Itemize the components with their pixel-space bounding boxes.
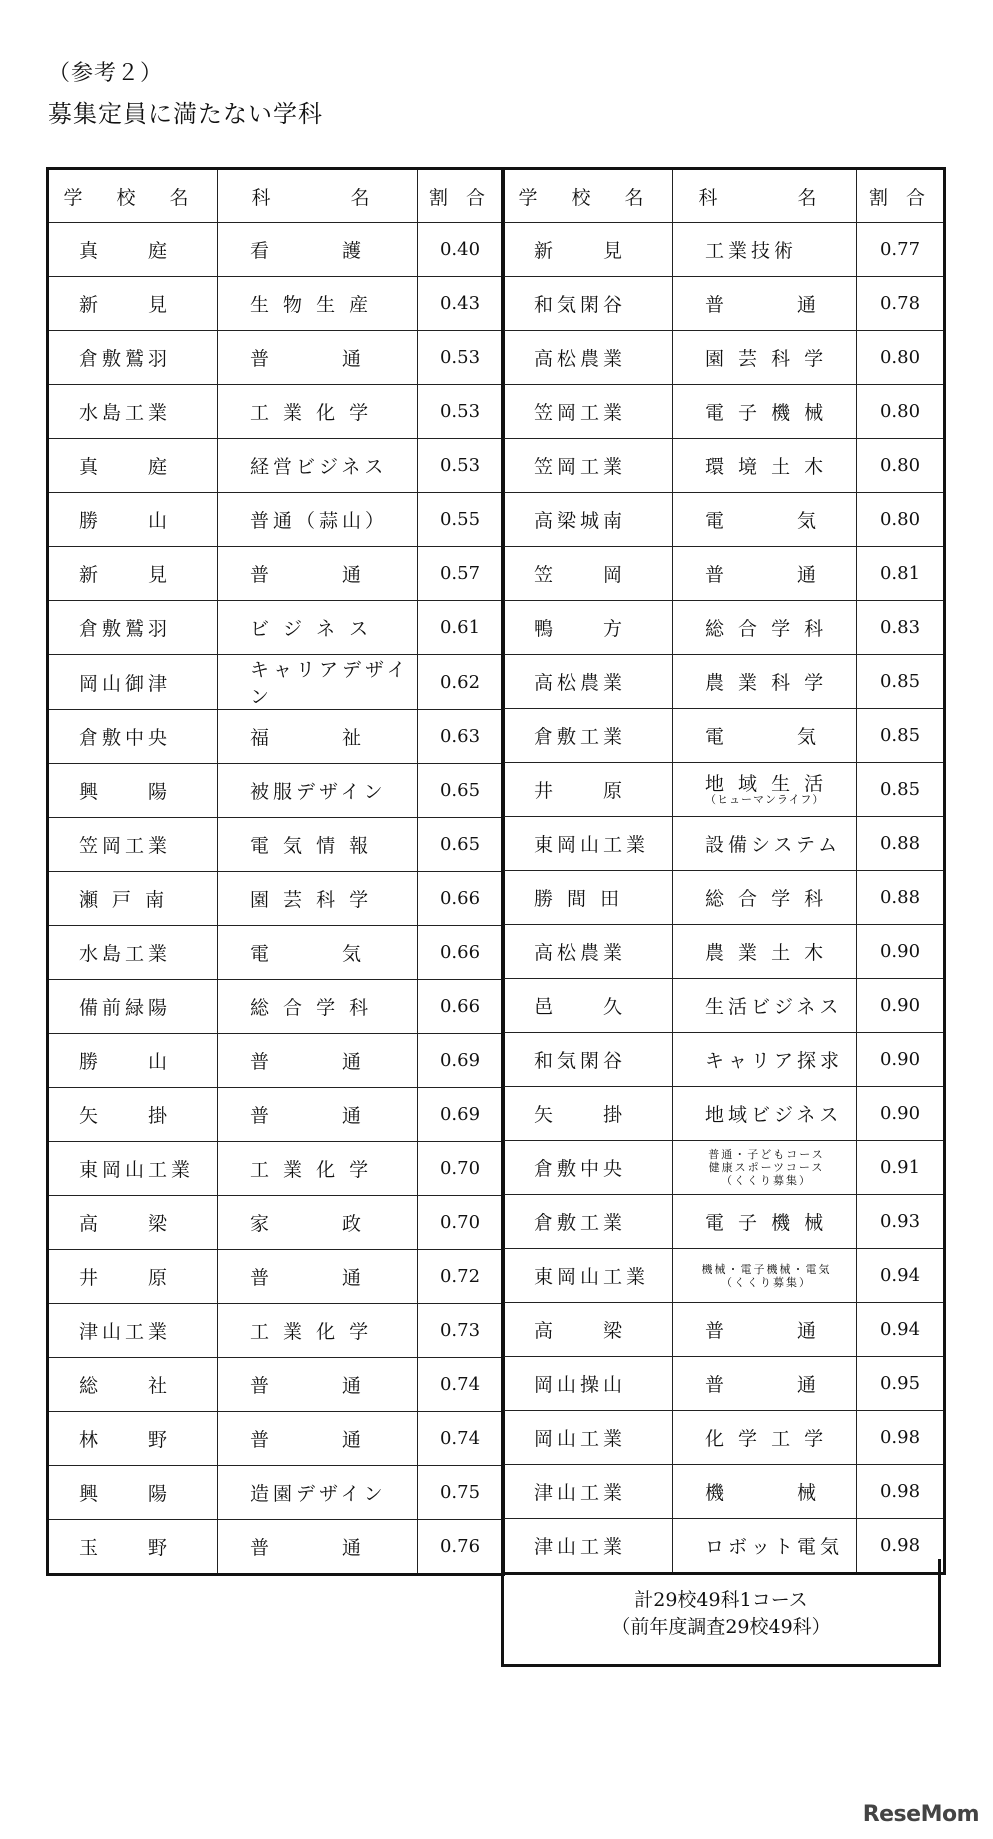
department-label: 機 械 <box>705 1482 821 1504</box>
ratio-value: 0.95 <box>857 1357 945 1411</box>
table-row <box>503 331 945 385</box>
school-name: 笠 岡 <box>503 547 673 601</box>
department-label: 普 通 <box>250 1105 366 1127</box>
department-label: キャリアデザイン <box>250 659 410 708</box>
department-name <box>218 1412 418 1466</box>
ratio-value: 0.43 <box>418 277 504 331</box>
school-name: 真 庭 <box>48 223 218 277</box>
department-label: 工業技術 <box>705 240 798 262</box>
department-label: 普 通 <box>705 1320 821 1342</box>
ratio-value: 0.70 <box>418 1142 504 1196</box>
school-name: 玉 野 <box>48 1520 218 1575</box>
department-label: 福 祉 <box>250 727 366 749</box>
department-name <box>673 1141 857 1195</box>
ratio-value: 0.70 <box>418 1196 504 1250</box>
department-name <box>218 764 418 818</box>
table-row <box>503 655 945 709</box>
column-header-dept: 科 名 <box>673 169 857 223</box>
table-row <box>48 1034 504 1088</box>
department-label: 普通（蒜山） <box>250 510 389 532</box>
department-label: 被服デザイン <box>250 781 387 803</box>
ratio-value: 0.63 <box>418 710 504 764</box>
school-name: 興 陽 <box>48 764 218 818</box>
department-label: 総 合 学 科 <box>705 888 828 910</box>
department-label: ロボット電気 <box>705 1536 844 1558</box>
department-label: 工 業 化 学 <box>250 402 373 424</box>
table-row <box>48 818 504 872</box>
department-name <box>218 1520 418 1575</box>
school-name: 東岡山工業 <box>48 1142 218 1196</box>
department-label: 普 通 <box>250 348 366 370</box>
department-label: 地 域 生 活 <box>705 772 828 795</box>
department-name <box>673 223 857 277</box>
ratio-value: 0.74 <box>418 1412 504 1466</box>
school-name: 矢 掛 <box>48 1088 218 1142</box>
table-row <box>48 1358 504 1412</box>
ratio-value: 0.90 <box>857 1087 945 1141</box>
department-name <box>673 1033 857 1087</box>
table-row <box>48 601 504 655</box>
department-name <box>218 926 418 980</box>
school-name: 笠岡工業 <box>503 439 673 493</box>
school-name: 林 野 <box>48 1412 218 1466</box>
department-name <box>218 818 418 872</box>
school-name: 水島工業 <box>48 385 218 439</box>
ratio-value: 0.77 <box>857 223 945 277</box>
table-row <box>48 1196 504 1250</box>
school-name: 高松農業 <box>503 655 673 709</box>
ratio-value: 0.65 <box>418 818 504 872</box>
table-row <box>48 439 504 493</box>
column-header-ratio: 割 合 <box>418 169 504 223</box>
department-label: 電 気 <box>705 510 821 532</box>
school-name: 新 見 <box>48 547 218 601</box>
table-row <box>48 764 504 818</box>
document-title: 募集定員に満たない学科 <box>48 100 323 128</box>
left-header-row <box>48 169 504 223</box>
ratio-value: 0.53 <box>418 331 504 385</box>
column-header-school: 学 校 名 <box>503 169 673 223</box>
department-name <box>218 493 418 547</box>
department-name <box>218 1250 418 1304</box>
department-note: （ヒューマンライフ） <box>705 792 825 806</box>
school-name: 総 社 <box>48 1358 218 1412</box>
ratio-value: 0.90 <box>857 979 945 1033</box>
department-name <box>673 979 857 1033</box>
school-name: 岡山工業 <box>503 1411 673 1465</box>
department-name <box>673 817 857 871</box>
table-row <box>503 277 945 331</box>
department-name <box>673 1249 857 1303</box>
ratio-value: 0.57 <box>418 547 504 601</box>
department-line: 機械・電子機械・電気 <box>701 1262 832 1276</box>
department-name <box>673 763 857 817</box>
table-row <box>48 1250 504 1304</box>
ratio-value: 0.83 <box>857 601 945 655</box>
table-row <box>503 601 945 655</box>
department-name <box>673 331 857 385</box>
ratio-value: 0.78 <box>857 277 945 331</box>
department-name <box>673 1357 857 1411</box>
ratio-value: 0.66 <box>418 926 504 980</box>
school-name: 高松農業 <box>503 925 673 979</box>
department-label: 普 通 <box>705 294 821 316</box>
department-label: 普 通 <box>250 1537 366 1559</box>
table-row <box>503 1411 945 1465</box>
table-row <box>48 1520 504 1575</box>
school-name: 倉敷中央 <box>503 1141 673 1195</box>
ratio-value: 0.85 <box>857 709 945 763</box>
department-name <box>673 439 857 493</box>
table-row <box>48 710 504 764</box>
department-name <box>673 1411 857 1465</box>
ratio-value: 0.85 <box>857 655 945 709</box>
department-label: 生 物 生 産 <box>250 294 373 316</box>
department-name <box>673 601 857 655</box>
previous-year-count: （前年度調査29校49科） <box>611 1616 831 1638</box>
school-name: 備前緑陽 <box>48 980 218 1034</box>
department-name <box>673 1303 857 1357</box>
table-row <box>503 547 945 601</box>
department-name <box>218 710 418 764</box>
department-name <box>673 1087 857 1141</box>
school-name: 高松農業 <box>503 331 673 385</box>
table-row <box>503 439 945 493</box>
column-header-dept: 科 名 <box>218 169 418 223</box>
department-label: 工 業 化 学 <box>250 1321 373 1343</box>
department-name <box>218 331 418 385</box>
department-name <box>218 1358 418 1412</box>
school-name: 和気閑谷 <box>503 277 673 331</box>
table-row <box>48 926 504 980</box>
ratio-value: 0.75 <box>418 1466 504 1520</box>
school-name: 岡山御津 <box>48 655 218 710</box>
department-name <box>218 223 418 277</box>
department-label: 普 通 <box>250 1375 366 1397</box>
ratio-value: 0.66 <box>418 872 504 926</box>
department-label: 普 通 <box>705 1374 821 1396</box>
ratio-value: 0.61 <box>418 601 504 655</box>
department-name <box>673 925 857 979</box>
department-label: 電 子 機 械 <box>705 402 828 424</box>
department-label: 電 子 機 械 <box>705 1212 828 1234</box>
department-label: 普 通 <box>705 564 821 586</box>
ratio-value: 0.80 <box>857 331 945 385</box>
school-name: 東岡山工業 <box>503 1249 673 1303</box>
department-line: 普通・子どもコース <box>708 1148 825 1161</box>
table-row <box>48 223 504 277</box>
school-name: 津山工業 <box>503 1465 673 1519</box>
school-name: 倉敷工業 <box>503 1195 673 1249</box>
table-row <box>48 331 504 385</box>
department-name <box>673 277 857 331</box>
table-row <box>503 817 945 871</box>
table-row <box>503 1195 945 1249</box>
department-name <box>218 980 418 1034</box>
ratio-value: 0.98 <box>857 1465 945 1519</box>
department-name <box>673 655 857 709</box>
school-name: 興 陽 <box>48 1466 218 1520</box>
department-name <box>218 277 418 331</box>
department-name <box>218 872 418 926</box>
ratio-value: 0.53 <box>418 385 504 439</box>
ratio-value: 0.53 <box>418 439 504 493</box>
school-name: 津山工業 <box>48 1304 218 1358</box>
department-label: 農 業 科 学 <box>705 672 828 694</box>
ratio-value: 0.55 <box>418 493 504 547</box>
school-name: 高 梁 <box>503 1303 673 1357</box>
department-label: 電 気 情 報 <box>250 835 373 857</box>
table-row <box>503 493 945 547</box>
table-row <box>503 709 945 763</box>
department-label: 普 通 <box>250 1051 366 1073</box>
table-row <box>48 980 504 1034</box>
table-row <box>503 223 945 277</box>
table-row <box>503 1465 945 1519</box>
ratio-value: 0.98 <box>857 1411 945 1465</box>
school-name: 和気閑谷 <box>503 1033 673 1087</box>
school-name: 倉敷鷲羽 <box>48 331 218 385</box>
department-name <box>218 1034 418 1088</box>
department-label: 環 境 土 木 <box>705 456 828 478</box>
school-name: 高梁城南 <box>503 493 673 547</box>
department-name <box>218 385 418 439</box>
table-row <box>48 1304 504 1358</box>
ratio-value: 0.80 <box>857 385 945 439</box>
ratio-value: 0.90 <box>857 925 945 979</box>
school-name: 邑 久 <box>503 979 673 1033</box>
ratio-value: 0.80 <box>857 439 945 493</box>
table-row <box>503 1357 945 1411</box>
department-name <box>218 655 418 710</box>
school-name: 笠岡工業 <box>503 385 673 439</box>
school-name: 東岡山工業 <box>503 817 673 871</box>
department-name <box>218 1196 418 1250</box>
ratio-value: 0.66 <box>418 980 504 1034</box>
reference-label: （参考２） <box>48 61 164 86</box>
table-row <box>48 547 504 601</box>
table-row <box>503 1249 945 1303</box>
total-count: 計29校49科1コース <box>634 1589 808 1611</box>
ratio-value: 0.69 <box>418 1034 504 1088</box>
department-name <box>218 1088 418 1142</box>
school-name: 勝 間 田 <box>503 871 673 925</box>
table-row <box>503 763 945 817</box>
table-row <box>48 385 504 439</box>
school-name: 倉敷工業 <box>503 709 673 763</box>
department-label: 地域ビジネス <box>705 1104 843 1126</box>
ratio-value: 0.74 <box>418 1358 504 1412</box>
table-row <box>503 925 945 979</box>
department-name <box>218 601 418 655</box>
table-row <box>503 979 945 1033</box>
school-name: 新 見 <box>48 277 218 331</box>
table-row <box>503 871 945 925</box>
table-row <box>503 1033 945 1087</box>
department-label: 総 合 学 科 <box>250 997 373 1019</box>
school-name: 矢 掛 <box>503 1087 673 1141</box>
department-line: （くくり募集） <box>721 1174 812 1187</box>
school-name: 笠岡工業 <box>48 818 218 872</box>
department-name <box>218 1466 418 1520</box>
department-label: 電 気 <box>250 943 366 965</box>
table-row <box>48 1088 504 1142</box>
table-row <box>48 872 504 926</box>
department-label: 看 護 <box>250 240 366 262</box>
department-label: キャリア探求 <box>705 1050 844 1072</box>
department-name <box>218 1142 418 1196</box>
ratio-value: 0.94 <box>857 1303 945 1357</box>
department-label: ビ ジ ネ ス <box>250 618 373 640</box>
table-row <box>503 1303 945 1357</box>
table-row <box>48 1142 504 1196</box>
table-row <box>48 1466 504 1520</box>
department-label: 普 通 <box>250 564 366 586</box>
department-label: 家 政 <box>250 1213 366 1235</box>
department-label: 農 業 土 木 <box>705 942 828 964</box>
department-label: 電 気 <box>705 726 821 748</box>
resemom-logo: ReseMom <box>862 1802 979 1827</box>
department-label: 普 通 <box>250 1429 366 1451</box>
school-name: 岡山操山 <box>503 1357 673 1411</box>
left-table <box>46 167 505 1576</box>
ratio-value: 0.76 <box>418 1520 504 1575</box>
ratio-value: 0.98 <box>857 1519 945 1574</box>
table-row <box>48 493 504 547</box>
right-header-row <box>503 169 945 223</box>
table-row <box>503 1087 945 1141</box>
department-label: 設備システム <box>705 834 842 856</box>
ratio-value: 0.80 <box>857 493 945 547</box>
ratio-value: 0.72 <box>418 1250 504 1304</box>
department-label: 園 芸 科 学 <box>250 889 373 911</box>
school-name: 真 庭 <box>48 439 218 493</box>
ratio-value: 0.88 <box>857 817 945 871</box>
department-line: （くくり募集） <box>721 1275 812 1289</box>
department-label: 総 合 学 科 <box>705 618 828 640</box>
school-name: 新 見 <box>503 223 673 277</box>
department-name <box>218 1304 418 1358</box>
table-row <box>503 1141 945 1195</box>
school-name: 鴨 方 <box>503 601 673 655</box>
department-name <box>673 493 857 547</box>
table-row <box>48 277 504 331</box>
column-header-ratio: 割 合 <box>857 169 945 223</box>
school-name: 勝 山 <box>48 1034 218 1088</box>
school-name: 高 梁 <box>48 1196 218 1250</box>
total-summary <box>501 1559 941 1667</box>
department-label: 経営ビジネス <box>250 456 388 478</box>
school-name: 瀬 戸 南 <box>48 872 218 926</box>
ratio-value: 0.73 <box>418 1304 504 1358</box>
ratio-value: 0.69 <box>418 1088 504 1142</box>
department-label: 化 学 工 学 <box>705 1428 828 1450</box>
table-row <box>503 385 945 439</box>
department-name <box>673 709 857 763</box>
ratio-value: 0.65 <box>418 764 504 818</box>
ratio-value: 0.85 <box>857 763 945 817</box>
school-name: 津山工業 <box>503 1519 673 1574</box>
school-name: 水島工業 <box>48 926 218 980</box>
ratio-value: 0.90 <box>857 1033 945 1087</box>
department-label: 普 通 <box>250 1267 366 1289</box>
department-label: 工 業 化 学 <box>250 1159 373 1181</box>
table-row <box>48 655 504 710</box>
ratio-value: 0.88 <box>857 871 945 925</box>
department-name <box>673 1195 857 1249</box>
column-header-school: 学 校 名 <box>48 169 218 223</box>
department-name <box>673 547 857 601</box>
ratio-value: 0.94 <box>857 1249 945 1303</box>
school-name: 井 原 <box>48 1250 218 1304</box>
school-name: 倉敷中央 <box>48 710 218 764</box>
department-label: 造園デザイン <box>250 1483 387 1505</box>
department-name <box>673 385 857 439</box>
department-name <box>673 871 857 925</box>
ratio-value: 0.93 <box>857 1195 945 1249</box>
school-name: 勝 山 <box>48 493 218 547</box>
ratio-value: 0.40 <box>418 223 504 277</box>
table-row <box>48 1412 504 1466</box>
department-label: 園 芸 科 学 <box>705 348 828 370</box>
department-name <box>218 439 418 493</box>
school-name: 倉敷鷲羽 <box>48 601 218 655</box>
department-label: 生活ビジネス <box>705 996 843 1018</box>
school-name: 井 原 <box>503 763 673 817</box>
ratio-value: 0.81 <box>857 547 945 601</box>
ratio-value: 0.91 <box>857 1141 945 1195</box>
department-name <box>673 1465 857 1519</box>
department-line: 健康スポーツコース <box>708 1161 825 1174</box>
right-table <box>501 167 946 1575</box>
department-name <box>218 547 418 601</box>
ratio-value: 0.62 <box>418 655 504 710</box>
